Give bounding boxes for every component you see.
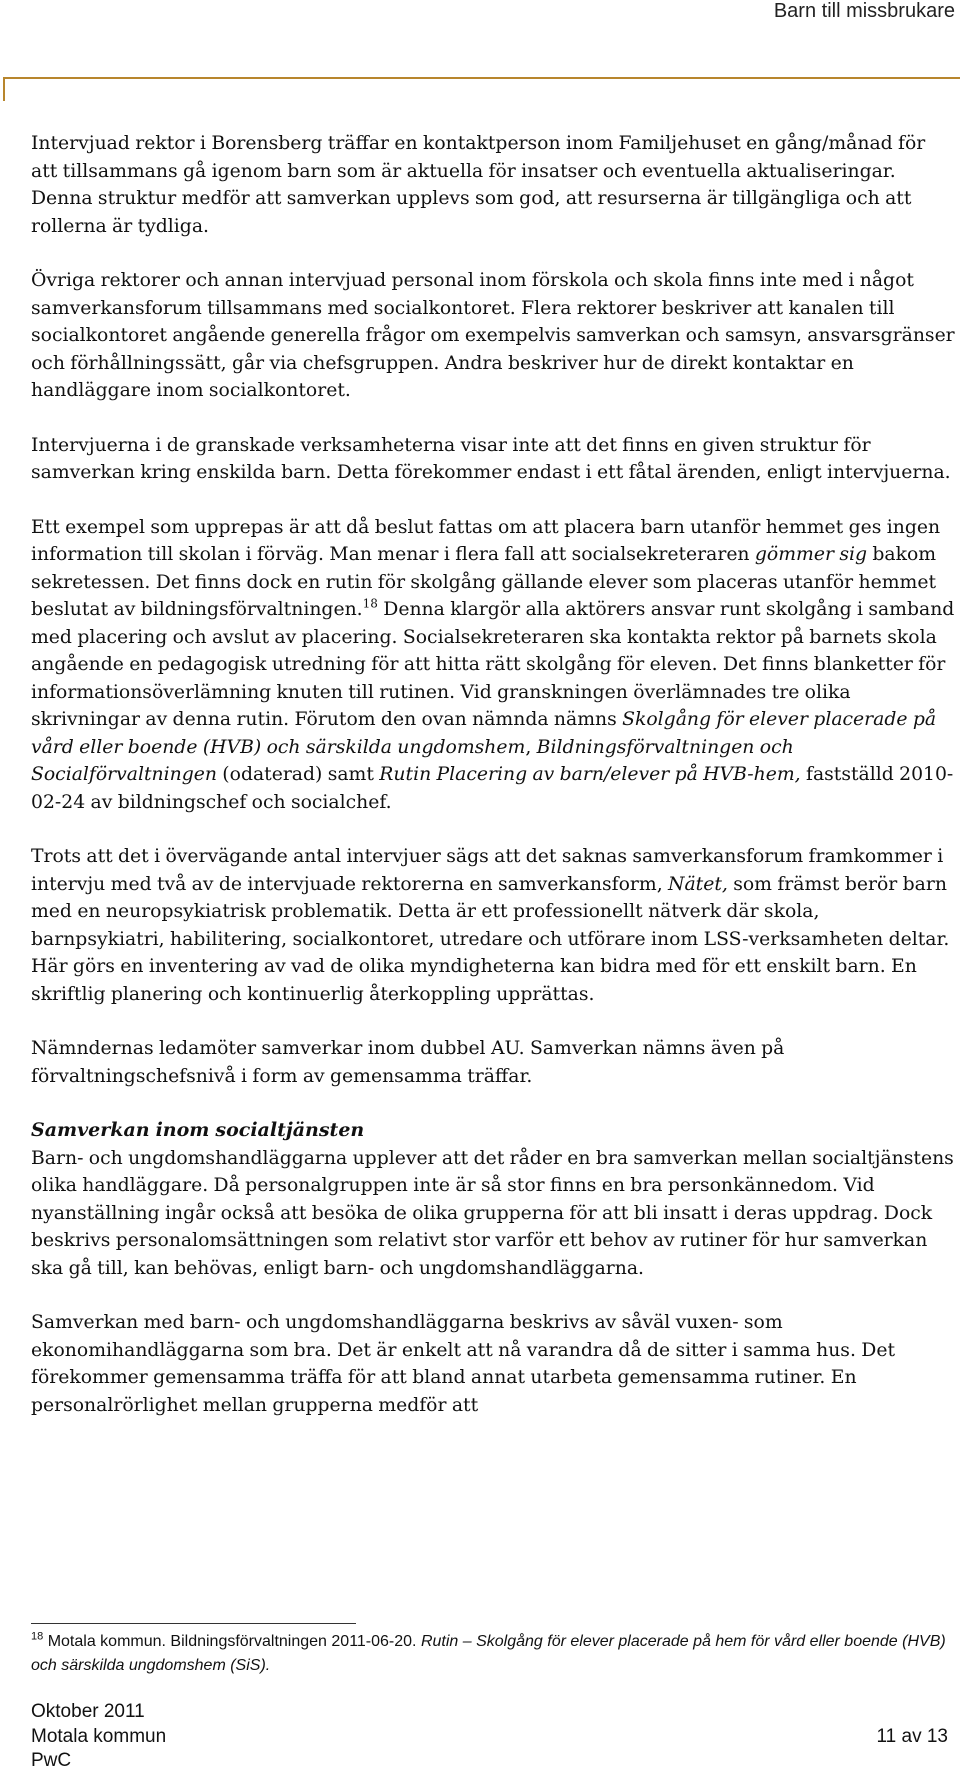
paragraph: Samverkan med barn- och ungdomshandläggarna beskrivs av såväl vuxen- som ekonomihandläggarna som bra. Det är enkelt att nå varandra då de sitter i samma hus. Det förekommer gemensamma träffa för att bland annat utarbeta gemensamma rutiner. En personalrörlighet mellan grupperna medför att bbox=[31, 1312, 896, 1416]
footnote-text: Motala kommun. Bildningsförvaltningen 2011-06-20. bbox=[43, 1633, 421, 1650]
document-body bbox=[31, 130, 956, 1419]
emphasis-text: gömmer sig bbox=[754, 544, 867, 565]
text-run: Trots att det i övervägande antal intervjuer sägs att det saknas samverkansforum framkommer i intervju med två av de intervjuade rektorerna en samverkansform, bbox=[31, 846, 944, 895]
header-rule-tick bbox=[3, 77, 5, 101]
paragraph: Barn- och ungdomshandläggarna upplever att det råder en bra samverkan mellan socialtjänstens olika handläggare. Då personalgruppen inte är så stor finns en bra personkännedom. Vid nyanställning ingår också att besöka de olika grupperna för att bli insatt i deras uppdrag. Dock beskrivs personalomsättningen som relativt stor varför ett behov av rutiner för hur samverkan ska gå till, kan behövas, enligt barn- och ungdomshandläggarna. bbox=[31, 1147, 954, 1279]
document-title-italic: Rutin Placering av barn/elever på HVB-hem, bbox=[379, 764, 801, 785]
paragraph: Intervjuad rektor i Borensberg träffar en kontaktperson inom Familjehuset en gång/månad för att tillsammans gå igenom barn som är aktuella för insatser och eventuella aktualiseringar. Denna struktur medför att samverkan upplevs som god, att resurserna är tillgängliga och att rollerna är tydliga. bbox=[31, 133, 926, 237]
header-rule bbox=[3, 77, 960, 79]
footnote-reference: 18 bbox=[362, 596, 378, 611]
text-run: fastställd 2010-02-24 av bildningschef och socialchef. bbox=[31, 764, 954, 813]
footnote-separator bbox=[31, 1623, 356, 1624]
section-heading: Samverkan inom socialtjänsten bbox=[31, 1119, 365, 1141]
footnote-number: 18 bbox=[31, 1630, 44, 1643]
footnote-italic-text: Rutin – Skolgång för elever placerade på hem för vård eller boende (HVB) och särskilda ungdomshem (SiS). bbox=[31, 1633, 946, 1674]
text-run: Ett exempel som upprepas är att då beslut fattas om att placera barn utanför hemmet ges ingen information till skolan i förväg. Man menar i flera fall att socialsekreteraren bbox=[31, 516, 941, 565]
footer-organization: Motala kommun bbox=[31, 1725, 167, 1747]
footnote bbox=[31, 1630, 956, 1678]
text-run: som främst berör barn med en neuropsykiatrisk problematik. Detta är ett professionellt nätverk där skola, barnpsykiatri, habilitering, socialkontoret, utredare och utförare inom LSS-verksamheten deltar. Här görs en inventering av vad de olika myndigheterna kan bidra med för ett enskilt barn. En skriftlig planering och kontinuerlig återkoppling upprättas. bbox=[31, 873, 950, 1005]
paragraph bbox=[31, 514, 956, 817]
running-header-title: Barn till missbrukare bbox=[773, 0, 955, 22]
page-number: 11 av 13 bbox=[876, 1726, 948, 1747]
document-title-italic: Bildningsförvaltningen och Socialförvaltningen bbox=[31, 736, 794, 785]
paragraph bbox=[31, 843, 956, 1008]
text-run: (odaterad) samt bbox=[216, 764, 380, 785]
footer-firm: PwC bbox=[31, 1750, 72, 1771]
paragraph: Intervjuerna i de granskade verksamheterna visar inte att det finns en given struktur för samverkan kring enskilda barn. Detta förekommer endast i ett fåtal ärenden, enligt intervjuerna. bbox=[31, 434, 951, 483]
text-run: bakom sekretessen. Det finns dock en rutin för skolgång gällande elever som placeras utanför hemmet beslutat av bildningsförvaltningen. bbox=[31, 544, 937, 620]
document-title-italic: Skolgång för elever placerade på vård eller boende (HVB) och särskilda ungdomshem bbox=[31, 709, 937, 758]
emphasis-text: Nätet, bbox=[668, 873, 728, 895]
paragraph: Nämndernas ledamöter samverkar inom dubbel AU. Samverkan nämns även på förvaltningschefsnivå i form av gemensamma träffar. bbox=[31, 1038, 785, 1087]
page-footer bbox=[31, 1700, 166, 1774]
paragraph: Övriga rektorer och annan intervjuad personal inom förskola och skola finns inte med i något samverkansforum tillsammans med socialkontoret. Flera rektorer beskriver att kanalen till socialkontoret angående generella frågor om exempelvis samverkan och samsyn, ansvarsgränser och förhållningssätt, går via chefsgruppen. Andra beskriver hur de direkt kontaktar en handläggare inom socialkontoret. bbox=[31, 270, 955, 401]
text-run: Denna klargör alla aktörers ansvar runt skolgång i samband med placering och avslut av placering. Socialsekreteraren ska kontakta rektor på barnets skola angående en pedagogisk utredning för att hitta rätt skolgång för eleven. Det finns blanketter för informationsöverlämning knuten till rutinen. Vid granskningen överlämnades tre olika skrivningar av denna rutin. Förutom den ovan nämnda nämns bbox=[31, 599, 955, 730]
footer-date: Oktober 2011 bbox=[31, 1701, 145, 1722]
text-run: , bbox=[525, 736, 537, 758]
